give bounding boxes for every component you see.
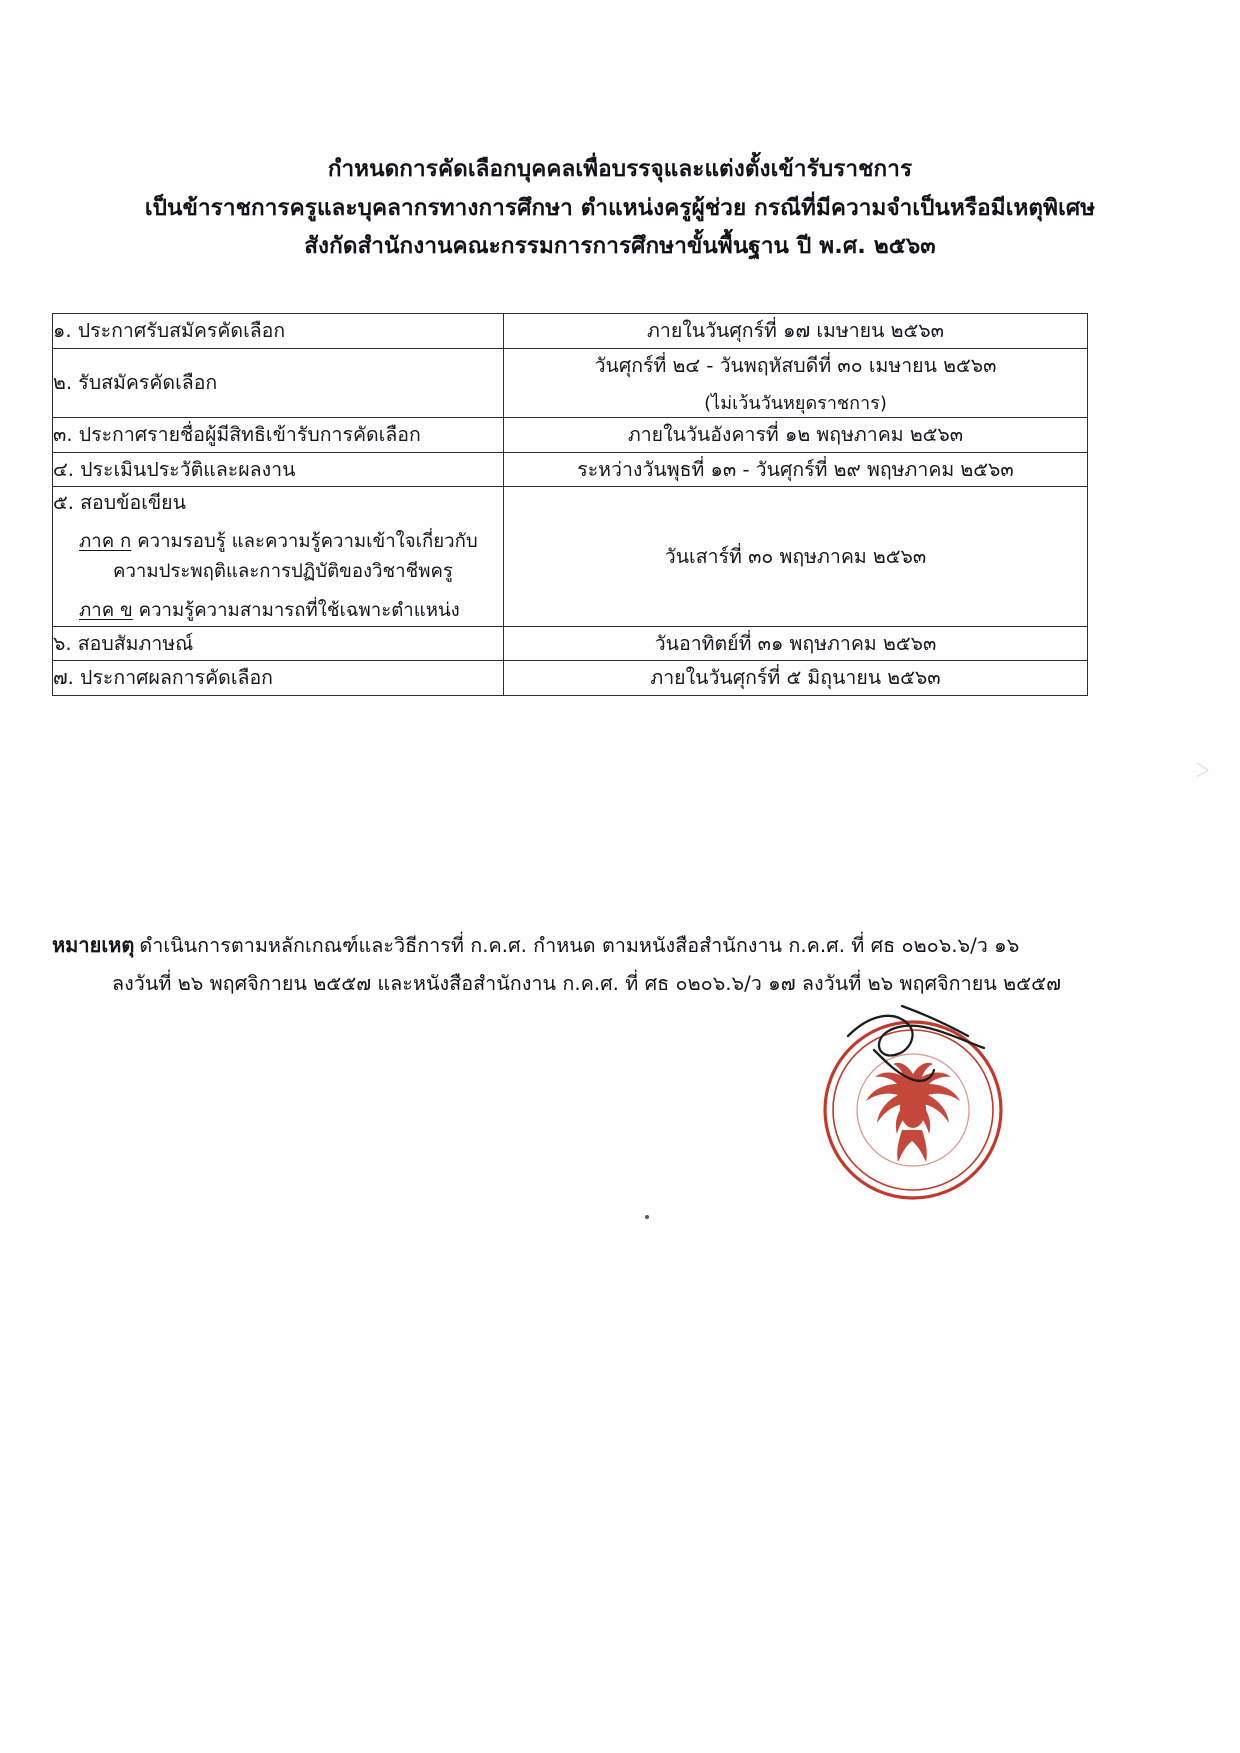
date-value: ภายในวันศุกร์ที่ ๕ มิถุนายน ๒๕๖๓ (650, 666, 941, 690)
sublist-line-3 (53, 596, 503, 626)
footer-note (52, 928, 1102, 1001)
date-value: ภายในวันศุกร์ที่ ๑๗ เมษายน ๒๕๖๓ (647, 319, 944, 342)
item-label: ๒. รับสมัครคัดเลือก (53, 371, 218, 395)
schedule-table-wrapper (52, 313, 1088, 696)
table-cell-item (53, 452, 504, 487)
table-cell-date (504, 661, 1088, 696)
note-line-2: ลงวันที่ ๒๖ พฤศจิกายน ๒๕๕๗ และหนังสือสำนักงาน ก.ค.ศ. ที่ ศธ ๐๒๐๖.๖/ว ๑๗ ลงวันที่ ๒๖ พฤศจิกายน ๒๕๕๗ (112, 971, 1061, 995)
table-cell-item (53, 418, 504, 453)
schedule-table (52, 313, 1088, 696)
table-cell-item (53, 626, 504, 661)
date-value: วันเสาร์ที่ ๓๐ พฤษภาคม ๒๕๖๓ (664, 544, 927, 568)
item-label: ๓. ประกาศรายชื่อผู้มีสิทธิเข้ารับการคัดเลือก (53, 423, 421, 447)
table-cell-date (504, 626, 1088, 661)
table-row (53, 314, 1088, 349)
table-cell-date (504, 452, 1088, 487)
table-cell-date (504, 314, 1088, 349)
table-cell-date (504, 418, 1088, 453)
item-label: ๖. สอบสัมภาษณ์ (53, 631, 194, 655)
heading-line-1: กำหนดการคัดเลือกบุคคลเพื่อบรรจุและแต่งตั้งเข้ารับราชการ (327, 156, 913, 182)
table-cell-item (53, 348, 504, 418)
table-row (53, 626, 1088, 661)
item-label: ๑. ประกาศรับสมัครคัดเลือก (53, 319, 286, 343)
item-label: ๔. ประเมินประวัติและผลงาน (53, 457, 296, 481)
table-row (53, 487, 1088, 627)
official-seal (782, 1000, 1044, 1200)
note-line-1: ดำเนินการตามหลักเกณฑ์และวิธีการที่ ก.ค.ศ. กำหนด ตามหนังสือสำนักงาน ก.ค.ศ. ที่ ศธ ๐๒๐๖.๖/ว ๑๖ (139, 934, 1020, 957)
note-label: หมายเหตุ (52, 933, 135, 957)
document-heading (0, 150, 1240, 266)
date-value: วันอาทิตย์ที่ ๓๑ พฤษภาคม ๒๕๖๓ (654, 631, 937, 655)
item-label: ๕. สอบข้อเขียน (53, 491, 186, 515)
table-row (53, 348, 1088, 418)
table-row (53, 418, 1088, 453)
sublist-line-3-text: ความรู้ความสามารถที่ใช้เฉพาะตำแหน่ง (132, 599, 460, 621)
date-subnote: (ไม่เว้นวันหยุดราชการ) (704, 393, 887, 415)
date-value: ระหว่างวันพุธที่ ๑๓ - วันศุกร์ที่ ๒๙ พฤษภาคม ๒๕๖๓ (577, 457, 1014, 481)
table-row (53, 452, 1088, 487)
sublist-line-1 (53, 527, 503, 557)
sublist-line-1-prefix: ภาค ก (79, 531, 132, 553)
scan-artifact-dot (645, 1215, 649, 1219)
scan-artifact-mark (1196, 762, 1210, 780)
table-cell-item (53, 487, 504, 627)
table-cell-item (53, 661, 504, 696)
sublist-line-3-prefix: ภาค ข (79, 599, 133, 621)
item-label: ๗. ประกาศผลการคัดเลือก (53, 666, 273, 690)
sublist-line-1-text: ความรอบรู้ และความรู้ความเข้าใจเกี่ยวกับ (131, 531, 478, 553)
heading-line-2: เป็นข้าราชการครูและบุคลากรทางการศึกษา ตำแหน่งครูผู้ช่วย กรณีที่มีความจำเป็นหรือมีเหตุพิเศษ (144, 194, 1096, 221)
date-value: วันศุกร์ที่ ๒๔ - วันพฤหัสบดีที่ ๓๐ เมษายน ๒๕๖๓ (594, 353, 997, 377)
date-value: ภายในวันอังคารที่ ๑๒ พฤษภาคม ๒๕๖๓ (627, 423, 964, 447)
sublist-line-2: ความประพฤติและการปฏิบัติของวิชาชีพครู (113, 561, 453, 583)
item-sublist (53, 527, 503, 625)
table-cell-item (53, 314, 504, 349)
table-cell-date (504, 348, 1088, 418)
heading-line-3: สังกัดสำนักงานคณะกรรมการการศึกษาขั้นพื้นฐาน ปี พ.ศ. ๒๕๖๓ (304, 233, 936, 260)
table-row (53, 661, 1088, 696)
table-cell-date (504, 487, 1088, 627)
